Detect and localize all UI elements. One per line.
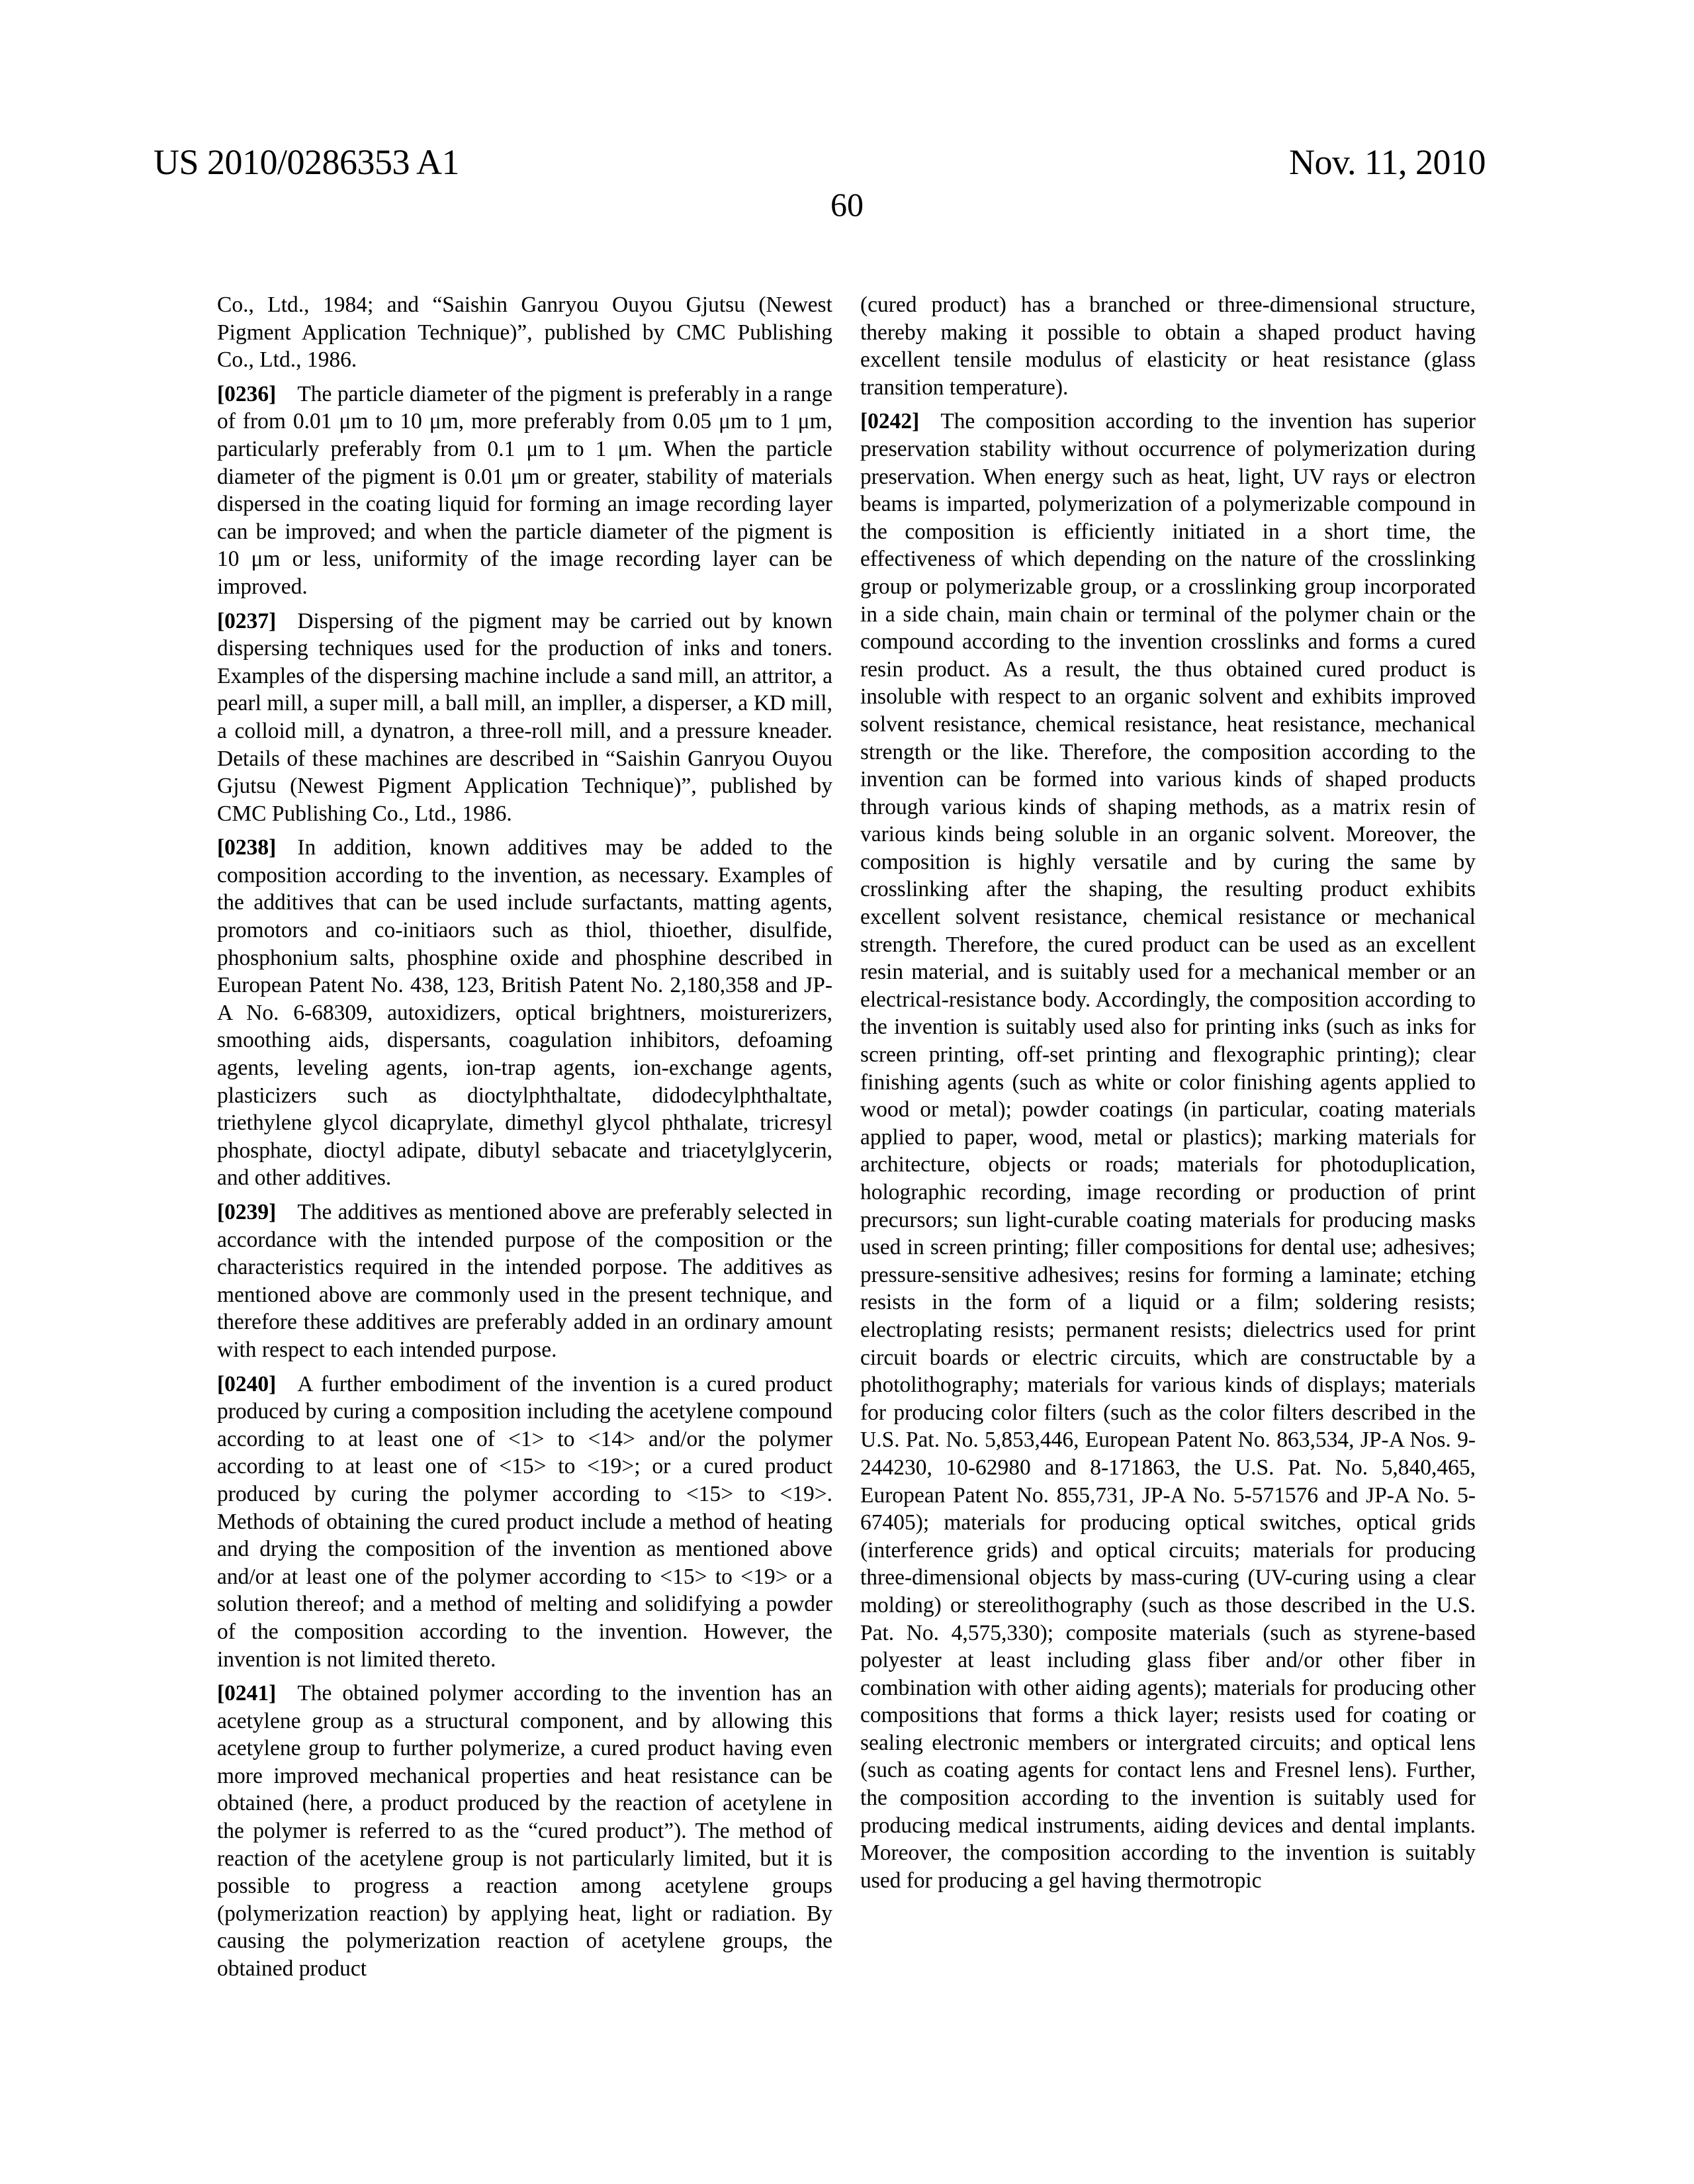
publication-number: US 2010/0286353 A1 [154, 142, 460, 182]
paragraph-text: (cured product) has a branched or three-dimensional structure, thereby making it possible to obtain a shaped product having excellent tensile modulus of elasticity or heat resistance (glass transition temperature). [860, 293, 1476, 400]
paragraph-number: [0240] [217, 1371, 277, 1396]
paragraph-text: Dispersing of the pigment may be carried out by known dispersing techniques used for the production of inks and toners. Examples of the dispersing machine include a sand mill, an attritor, a pearl mill, a super mill, a ball mill, an impller, a disperser, a KD mill, a colloid mill, a dynatron, a three-roll mill, and a pressure kneader. Details of these machines are described in “Saishin Ganryou Ouyou Gjutsu (Newest Pigment Application Technique)”, published by CMC Publishing Co., Ltd., 1986. [217, 608, 832, 826]
paragraph-text: The particle diameter of the pigment is preferably in a range of from 0.01 μm to 10 μm, more preferably from 0.05 μm to 1 μm, particularly preferably from 0.1 μm to 1 μm. When the particle diameter of the pigment is 0.01 μm or greater, stability of materials dispersed in the coating liquid for forming an image recording layer can be improved; and when the particle diameter of the pigment is 10 μm or less, uniformity of the image recording layer can be improved. [217, 381, 832, 599]
paragraph-number: [0241] [217, 1681, 277, 1706]
paragraph-0236 [217, 381, 832, 601]
paragraph-0239 [217, 1199, 832, 1364]
paragraph-text: The composition according to the invention has superior preservation stability without occurrence of polymerization during preservation. When energy such as heat, light, UV rays or electron beams is imparted, polymerization of a polymerizable compound in the composition is efficiently initiated in a short time, the effectiveness of which depending on the nature of the crosslinking group or polymerizable group, or a crosslinking group incorporated in a side chain, main chain or terminal of the polymer chain or the compound according to the invention crosslinks and forms a cured resin product. As a result, the thus obtained cured product is insoluble with respect to an organic solvent and exhibits improved solvent resistance, chemical resistance, heat resistance, mechanical strength or the like. Therefore, the composition according to the invention can be formed into various kinds of shaped products through various kinds of shaping methods, as a matrix resin of various kinds being soluble in an organic solvent. Moreover, the composition is highly versatile and by curing the same by crosslinking after the shaping, the resulting product exhibits excellent solvent resistance, chemical resistance or mechanical strength. Therefore, the cured product can be used as an excellent resin material, and is suitably used for a mechanical member or an electrical-resistance body. Accordingly, the composition according to the invention is suitably used also for printing inks (such as inks for screen printing, off-set printing and flexographic printing); clear finishing agents (such as white or color finishing agents applied to wood or metal); powder coatings (in particular, coating materials applied to paper, wood, metal or plastics); marking materials for architecture, objects or roads; materials for photoduplication, holographic recording, image recording or production of print precursors; sun light-curable coating materials for producing masks used in screen printing; filler compositions for dental use; adhesives; pressure-sensitive adhesives; resins for forming a laminate; etching resists in the form of a liquid or a film; soldering resists; electroplating resists; permanent resists; dielectrics used for print circuit boards or electric circuits, which are constructable by a photolithography; materials for various kinds of displays; materials for producing color filters (such as the color filters described in the U.S. Pat. No. 5,853,446, European Patent No. 863,534, JP-A Nos. 9-244230, 10-62980 and 8-171863, the U.S. Pat. No. 5,840,465, European Patent No. 855,731, JP-A No. 5-571576 and JP-A No. 5-67405); materials for producing optical switches, optical grids (interference grids) and optical circuits; materials for producing three-dimensional objects by mass-curing (UV-curing using a clear molding) or stereolithography (such as those described in the U.S. Pat. No. 4,575,330); composite materials (such as styrene-based polyester at least including glass fiber and/or other fiber in combination with other aiding agents); materials for producing other compositions that forms a thick layer; resists used for coating or sealing electronic members or intergrated circuits; and optical lens (such as coating agents for contact lens and Fresnel lens). Further, the composition according to the invention is suitably used for producing medical instruments, aiding devices and dental implants. Moreover, the composition according to the invention is suitably used for producing a gel having thermotropic [860, 409, 1476, 1893]
paragraph-text: The additives as mentioned above are preferably selected in accordance with the intended purpose of the composition or the characteristics required in the intended porpose. The additives as mentioned above are commonly used in the present technique, and therefore these additives are preferably added in an ordinary amount with respect to each intended purpose. [217, 1200, 832, 1362]
publication-date: Nov. 11, 2010 [1289, 142, 1486, 182]
paragraph-number: [0238] [217, 835, 277, 860]
paragraph-0242 [860, 408, 1476, 1894]
paragraph-text: In addition, known additives may be added to the composition according to the invention, as necessary. Examples of the additives that can be used include surfactants, matting agents, promotors and co-initiaors such as thiol, thioether, disulfide, phosphonium salts, phosphine oxide and phosphine described in European Patent No. 438, 123, British Patent No. 2,180,358 and JP-A No. 6-68309, autoxidizers, optical brightners, moisturerizers, smoothing aids, dispersants, coagulation inhibitors, defoaming agents, leveling agents, ion-trap agents, ion-exchange agents, plasticizers such as dioctylphthaltate, didodecylphthaltate, triethylene glycol dicaprylate, dimethyl glycol phthalate, tricresyl phosphate, dioctyl adipate, dibutyl sebacate and triacetylglycerin, and other additives. [217, 835, 832, 1191]
paragraph-0241 [217, 1680, 832, 1983]
paragraph-number: [0242] [860, 409, 920, 434]
page-number: 60 [830, 186, 864, 223]
paragraph-0238 [217, 834, 832, 1192]
paragraph-text: A further embodiment of the invention is a cured product produced by curing a composition including the acetylene compound according to at least one of <1> to <14> and/or the polymer according to at least one of <15> to <19>; or a cured product produced by curing the polymer according to <15> to <19>. Methods of obtaining the cured product include a method of heating and drying the composition of the invention as mentioned above and/or at least one of the polymer according to <15> to <19> or a solution thereof; and a method of melting and solidifying a powder of the composition according to the invention. However, the invention is not limited thereto. [217, 1371, 832, 1672]
paragraph-0237 [217, 608, 832, 828]
paragraph [860, 291, 1476, 401]
paragraph-text: The obtained polymer according to the invention has an acetylene group as a structural component, and by allowing this acetylene group to further polymerize, a cured product having even more improved mechanical properties and heat resistance can be obtained (here, a product produced by the reaction of acetylene in the polymer is referred to as the “cured product”). The method of reaction of the acetylene group is not particularly limited, but it is possible to progress a reaction among acetylene groups (polymerization reaction) by applying heat, light or radiation. By causing the polymerization reaction of acetylene groups, the obtained product [217, 1681, 832, 1981]
paragraph-number: [0236] [217, 381, 277, 406]
paragraph-number: [0239] [217, 1200, 277, 1224]
paragraph-number: [0237] [217, 608, 277, 633]
right-column [860, 291, 1476, 1901]
paragraph-0240 [217, 1371, 832, 1674]
paragraph [217, 291, 832, 374]
paragraph-text: Co., Ltd., 1984; and “Saishin Ganryou Ouyou Gjutsu (Newest Pigment Application Technique)”, published by CMC Publishing Co., Ltd., 1986. [217, 293, 832, 373]
left-column [217, 291, 832, 1989]
